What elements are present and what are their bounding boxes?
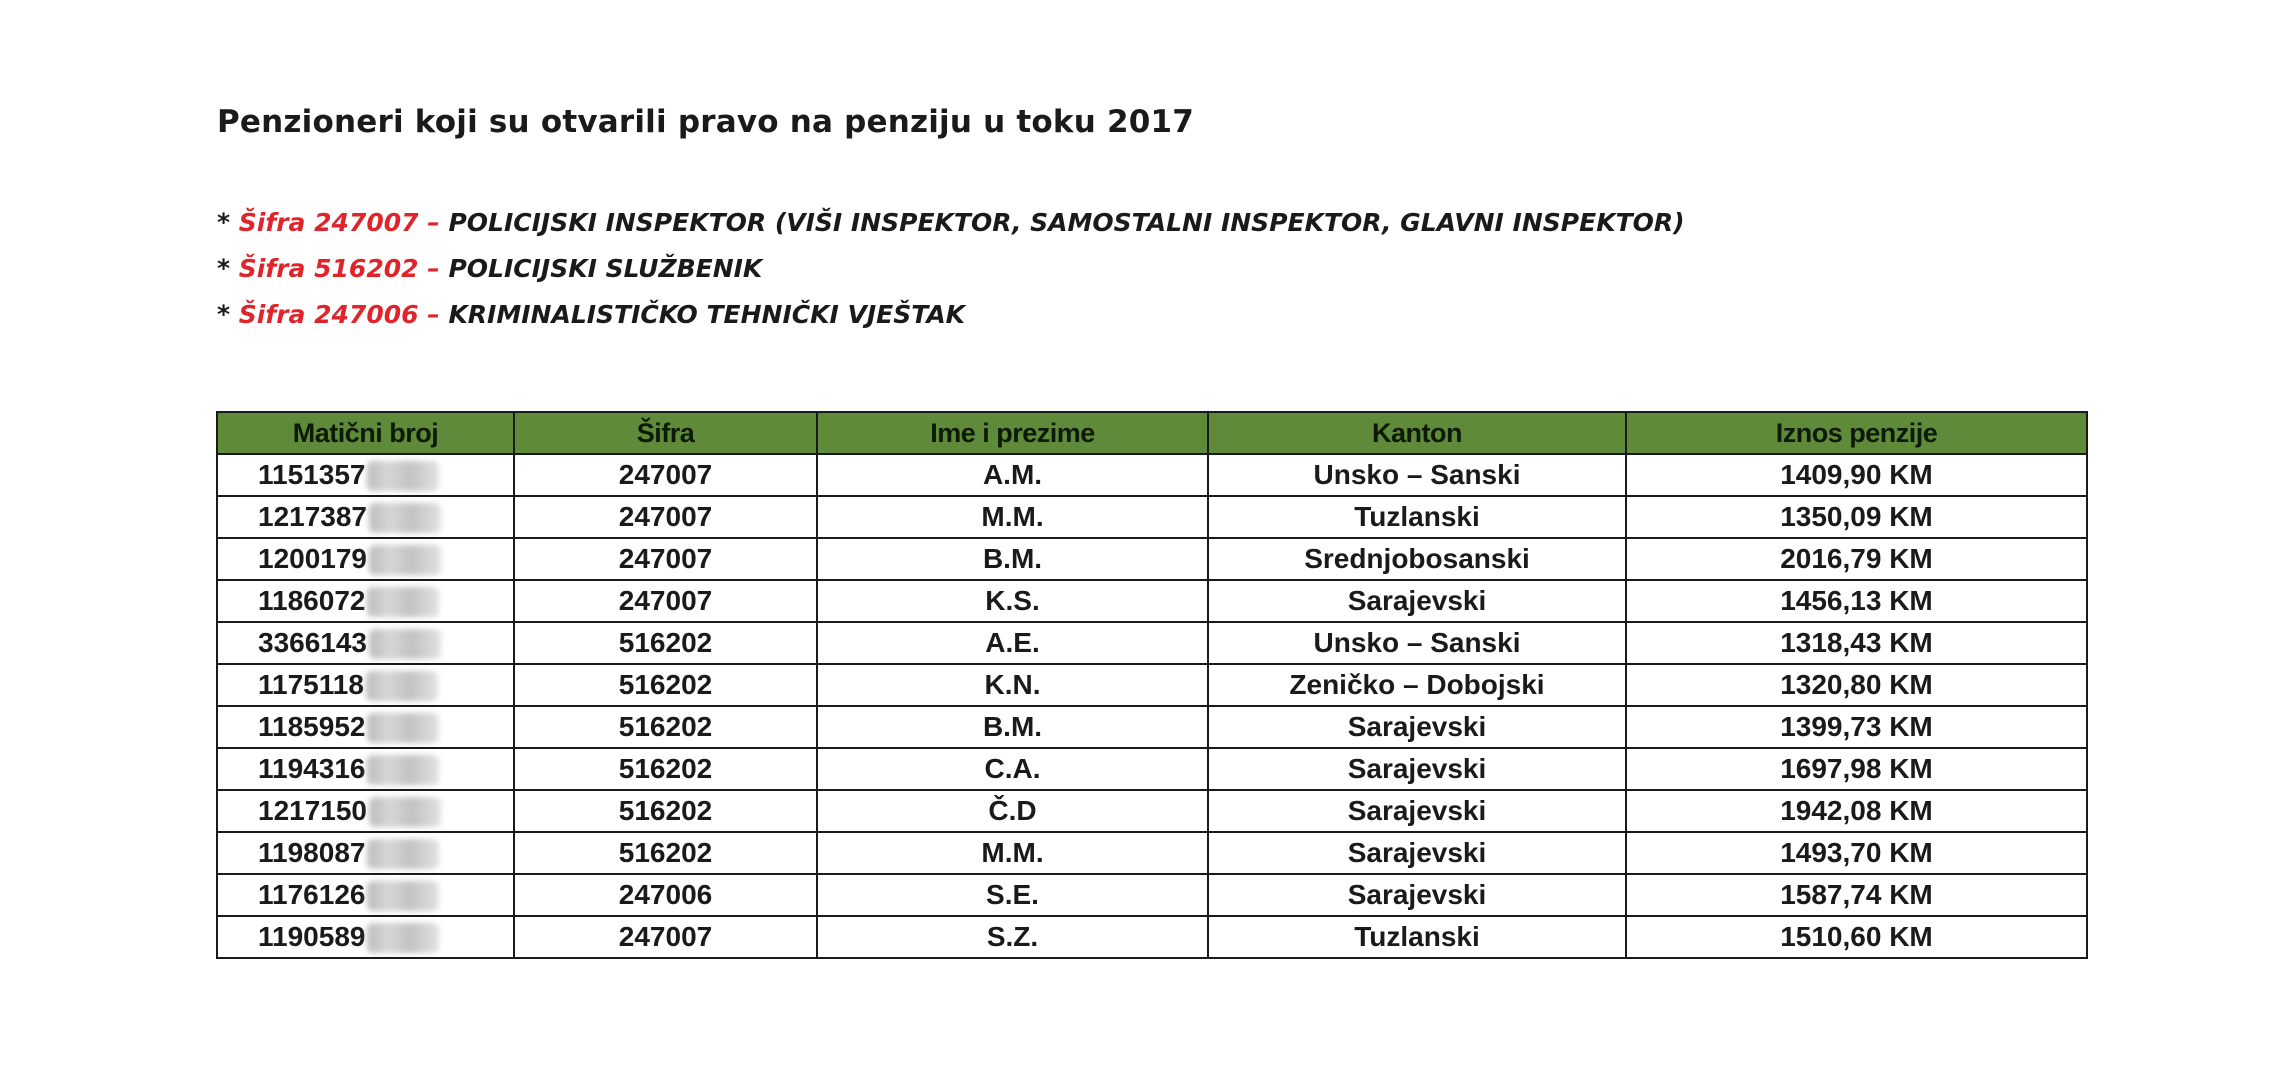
column-header-maticni-broj: Matični broj: [217, 412, 514, 454]
maticni-broj-value: 1190589: [258, 920, 366, 952]
legend-dash: –: [418, 300, 449, 329]
column-header-sifra: Šifra: [514, 412, 817, 454]
redacted-digits-blur: [367, 755, 439, 785]
cell-sifra: 247007: [514, 496, 817, 538]
redacted-digits-blur: [369, 797, 441, 827]
table-row: [217, 790, 2087, 832]
cell-sifra: 247007: [514, 916, 817, 958]
legend-item: [217, 200, 1685, 246]
cell-maticni-broj: [217, 748, 514, 790]
cell-iznos-penzije: 1350,09 KM: [1626, 496, 2087, 538]
redacted-digits-blur: [367, 461, 439, 491]
cell-iznos-penzije: 1697,98 KM: [1626, 748, 2087, 790]
cell-sifra: 516202: [514, 748, 817, 790]
maticni-broj-value: 1198087: [258, 836, 366, 868]
maticni-broj-value: 1217387: [258, 500, 368, 532]
cell-iznos-penzije: 1399,73 KM: [1626, 706, 2087, 748]
cell-ime-prezime: C.A.: [817, 748, 1208, 790]
redacted-digits-blur: [369, 545, 441, 575]
cell-kanton: Srednjobosanski: [1208, 538, 1626, 580]
redacted-digits-blur: [367, 923, 439, 953]
table-body: [217, 454, 2087, 958]
cell-kanton: Sarajevski: [1208, 580, 1626, 622]
cell-maticni-broj: [217, 706, 514, 748]
cell-kanton: Tuzlanski: [1208, 496, 1626, 538]
table-row: [217, 832, 2087, 874]
table-header-row: [217, 412, 2087, 454]
maticni-broj-value: 1151357: [258, 458, 366, 490]
document-title: Penzioneri koji su otvarili pravo na penziju u toku 2017: [217, 104, 1195, 140]
table-row: [217, 706, 2087, 748]
legend-code: Šifra 516202: [238, 254, 419, 283]
table-row: [217, 748, 2087, 790]
cell-maticni-broj: [217, 916, 514, 958]
maticni-broj-value: 1185952: [258, 710, 366, 742]
table-row: [217, 580, 2087, 622]
redacted-digits-blur: [367, 839, 439, 869]
column-header-ime-prezime: Ime i prezime: [817, 412, 1208, 454]
column-header-iznos-penzije: Iznos penzije: [1626, 412, 2087, 454]
cell-sifra: 247007: [514, 580, 817, 622]
cell-ime-prezime: B.M.: [817, 538, 1208, 580]
cell-sifra: 247007: [514, 454, 817, 496]
legend-bullet: *: [217, 254, 239, 283]
redacted-digits-blur: [366, 671, 438, 701]
table-row: [217, 496, 2087, 538]
maticni-broj-value: 1194316: [258, 752, 366, 784]
cell-maticni-broj: [217, 832, 514, 874]
cell-iznos-penzije: 1318,43 KM: [1626, 622, 2087, 664]
cell-sifra: 247007: [514, 538, 817, 580]
cell-kanton: Sarajevski: [1208, 790, 1626, 832]
cell-maticni-broj: [217, 874, 514, 916]
maticni-broj-value: 1200179: [258, 542, 368, 574]
cell-kanton: Zeničko – Dobojski: [1208, 664, 1626, 706]
cell-sifra: 516202: [514, 664, 817, 706]
legend-item: [217, 246, 1685, 292]
legend-dash: –: [418, 208, 449, 237]
cell-ime-prezime: A.E.: [817, 622, 1208, 664]
redacted-digits-blur: [369, 629, 441, 659]
cell-iznos-penzije: 1456,13 KM: [1626, 580, 2087, 622]
cell-ime-prezime: K.N.: [817, 664, 1208, 706]
cell-ime-prezime: K.S.: [817, 580, 1208, 622]
cell-iznos-penzije: 1510,60 KM: [1626, 916, 2087, 958]
cell-maticni-broj: [217, 538, 514, 580]
redacted-digits-blur: [367, 587, 439, 617]
cell-kanton: Unsko – Sanski: [1208, 622, 1626, 664]
cell-iznos-penzije: 1320,80 KM: [1626, 664, 2087, 706]
cell-maticni-broj: [217, 580, 514, 622]
sifra-legend: [217, 200, 1685, 338]
cell-maticni-broj: [217, 664, 514, 706]
legend-code: Šifra 247006: [238, 300, 419, 329]
cell-sifra: 516202: [514, 622, 817, 664]
cell-ime-prezime: Č.D: [817, 790, 1208, 832]
cell-kanton: Sarajevski: [1208, 874, 1626, 916]
cell-ime-prezime: B.M.: [817, 706, 1208, 748]
redacted-digits-blur: [367, 881, 439, 911]
cell-iznos-penzije: 1409,90 KM: [1626, 454, 2087, 496]
maticni-broj-value: 3366143: [258, 626, 368, 658]
cell-maticni-broj: [217, 790, 514, 832]
cell-sifra: 516202: [514, 832, 817, 874]
redacted-digits-blur: [369, 503, 441, 533]
cell-kanton: Sarajevski: [1208, 706, 1626, 748]
legend-item: [217, 292, 1685, 338]
cell-kanton: Sarajevski: [1208, 832, 1626, 874]
cell-sifra: 516202: [514, 706, 817, 748]
cell-ime-prezime: S.Z.: [817, 916, 1208, 958]
maticni-broj-value: 1186072: [258, 584, 366, 616]
cell-maticni-broj: [217, 454, 514, 496]
table-row: [217, 664, 2087, 706]
table-row: [217, 538, 2087, 580]
legend-description: POLICIJSKI INSPEKTOR (VIŠI INSPEKTOR, SAMOSTALNI INSPEKTOR, GLAVNI INSPEKTOR): [448, 208, 1685, 237]
cell-ime-prezime: A.M.: [817, 454, 1208, 496]
cell-iznos-penzije: 1942,08 KM: [1626, 790, 2087, 832]
maticni-broj-value: 1217150: [258, 794, 368, 826]
cell-maticni-broj: [217, 496, 514, 538]
cell-iznos-penzije: 1587,74 KM: [1626, 874, 2087, 916]
cell-ime-prezime: S.E.: [817, 874, 1208, 916]
table-row: [217, 454, 2087, 496]
pensioners-table: [216, 411, 2088, 959]
cell-kanton: Unsko – Sanski: [1208, 454, 1626, 496]
legend-bullet: *: [217, 208, 239, 237]
legend-description: KRIMINALISTIČKO TEHNIČKI VJEŠTAK: [448, 300, 966, 329]
maticni-broj-value: 1176126: [258, 878, 366, 910]
table-row: [217, 874, 2087, 916]
cell-ime-prezime: M.M.: [817, 832, 1208, 874]
column-header-kanton: Kanton: [1208, 412, 1626, 454]
legend-code: Šifra 247007: [238, 208, 419, 237]
redacted-digits-blur: [367, 713, 439, 743]
cell-sifra: 247006: [514, 874, 817, 916]
cell-kanton: Tuzlanski: [1208, 916, 1626, 958]
legend-bullet: *: [217, 300, 239, 329]
table-row: [217, 622, 2087, 664]
cell-sifra: 516202: [514, 790, 817, 832]
cell-iznos-penzije: 1493,70 KM: [1626, 832, 2087, 874]
table-header: [217, 412, 2087, 454]
legend-dash: –: [418, 254, 449, 283]
cell-iznos-penzije: 2016,79 KM: [1626, 538, 2087, 580]
legend-description: POLICIJSKI SLUŽBENIK: [448, 254, 763, 283]
maticni-broj-value: 1175118: [258, 668, 364, 700]
cell-ime-prezime: M.M.: [817, 496, 1208, 538]
cell-kanton: Sarajevski: [1208, 748, 1626, 790]
table-row: [217, 916, 2087, 958]
cell-maticni-broj: [217, 622, 514, 664]
